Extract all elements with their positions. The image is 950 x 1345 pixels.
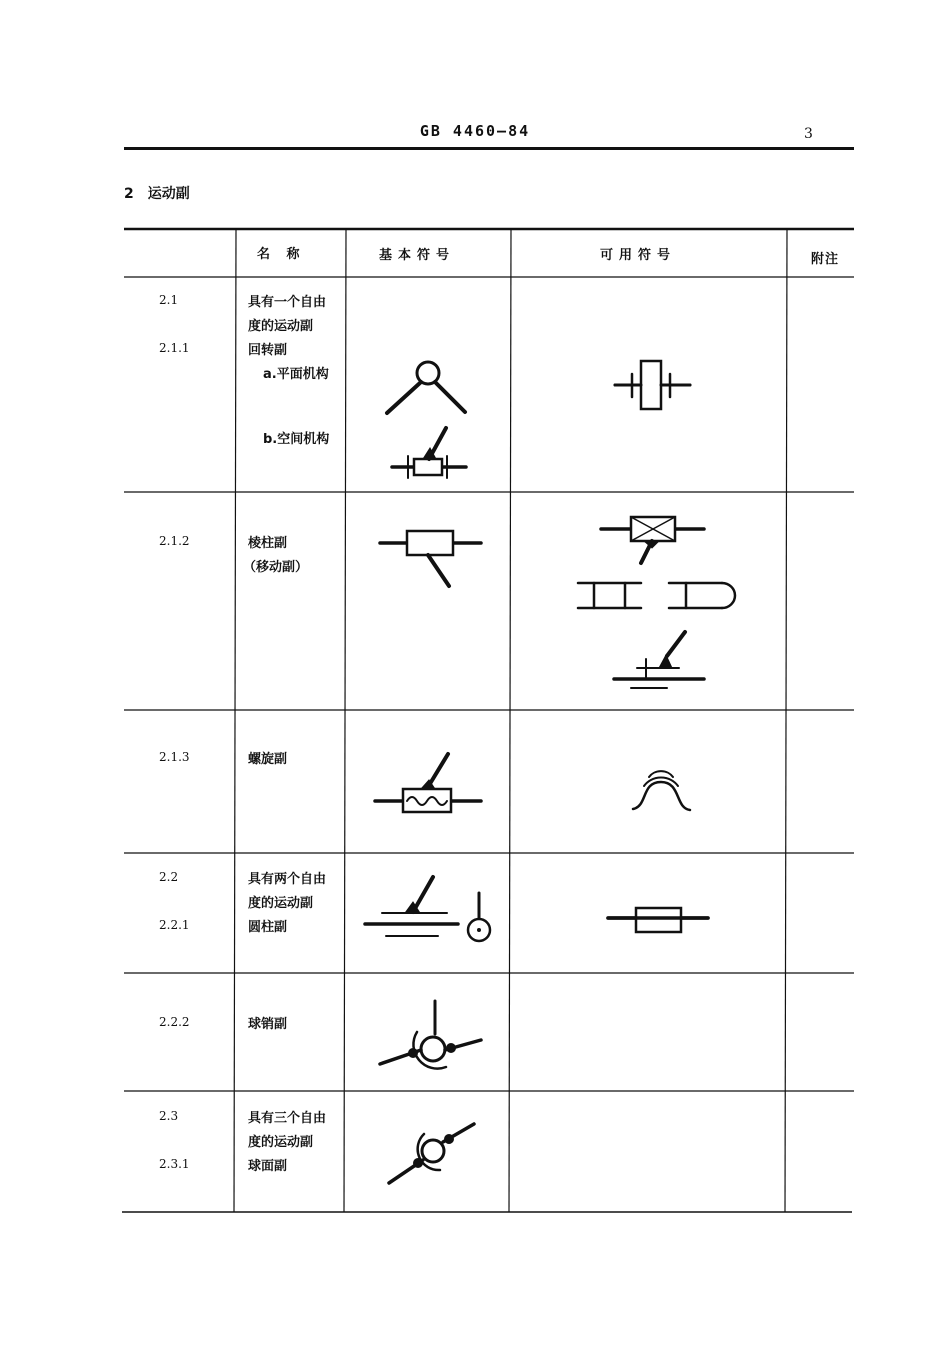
row-code: 2.1.3 bbox=[159, 750, 190, 764]
row-code: 2.2.2 bbox=[159, 1015, 190, 1029]
prismatic-pair-optional-guide-symbol bbox=[614, 632, 704, 688]
row-name-line: 具有一个自由 bbox=[248, 295, 327, 310]
row-code: 2.2 bbox=[159, 870, 179, 884]
spherical-pair-symbol bbox=[389, 1124, 474, 1183]
row-code: 2.3 bbox=[159, 1109, 179, 1123]
row-name-line: 圆柱副 bbox=[248, 920, 288, 935]
document-standard-number: GB 4460—84 bbox=[419, 122, 531, 140]
row-name-line: 螺旋副 bbox=[248, 752, 288, 767]
prismatic-pair-optional-ladder-symbol bbox=[578, 583, 641, 608]
row-name-line: 球销副 bbox=[248, 1017, 288, 1032]
cylindrical-pair-symbol bbox=[365, 877, 490, 941]
row-code: 2.1.2 bbox=[159, 534, 190, 548]
row-name-line: b.空间机构 bbox=[263, 432, 330, 447]
row-name-line: 度的运动副 bbox=[248, 1135, 314, 1150]
row-name-line: 回转副 bbox=[248, 343, 288, 358]
prismatic-pair-symbol bbox=[380, 531, 481, 586]
row-name-line: （移动副） bbox=[243, 560, 309, 575]
row-code: 2.3.1 bbox=[159, 1157, 190, 1171]
revolute-pair-optional-symbol bbox=[615, 361, 690, 409]
prismatic-pair-optional-rounded-symbol bbox=[669, 583, 735, 608]
row-name-line: 度的运动副 bbox=[248, 896, 314, 911]
row-name-line: 具有三个自由 bbox=[248, 1111, 327, 1126]
revolute-pair-spatial-symbol bbox=[392, 428, 466, 478]
row-code: 2.1.1 bbox=[159, 341, 190, 355]
section-title: 运动副 bbox=[147, 186, 190, 202]
column-header-notes: 附注 bbox=[811, 252, 840, 267]
row-name-line: 度的运动副 bbox=[248, 319, 314, 334]
row-name-line: 棱柱副 bbox=[248, 536, 288, 551]
column-header-name: 名 称 bbox=[257, 247, 306, 262]
cylindrical-pair-optional-symbol bbox=[608, 908, 708, 932]
section-number: 2 bbox=[124, 186, 134, 202]
prismatic-pair-optional-crossed-symbol bbox=[601, 517, 704, 563]
row-name-line: 球面副 bbox=[248, 1159, 288, 1174]
screw-pair-symbol bbox=[375, 754, 481, 812]
revolute-pair-planar-symbol bbox=[387, 362, 465, 413]
page-number: 3 bbox=[804, 126, 813, 142]
column-header-optional-symbol: 可用符号 bbox=[600, 248, 677, 263]
ball-pin-pair-symbol bbox=[380, 1001, 481, 1069]
row-name-line: a.平面机构 bbox=[263, 367, 329, 382]
row-code: 2.2.1 bbox=[159, 918, 190, 932]
screw-pair-optional-symbol bbox=[633, 771, 690, 810]
row-name-line: 具有两个自由 bbox=[248, 872, 327, 887]
row-code: 2.1 bbox=[159, 293, 179, 307]
column-header-basic-symbol: 基本符号 bbox=[379, 248, 456, 263]
